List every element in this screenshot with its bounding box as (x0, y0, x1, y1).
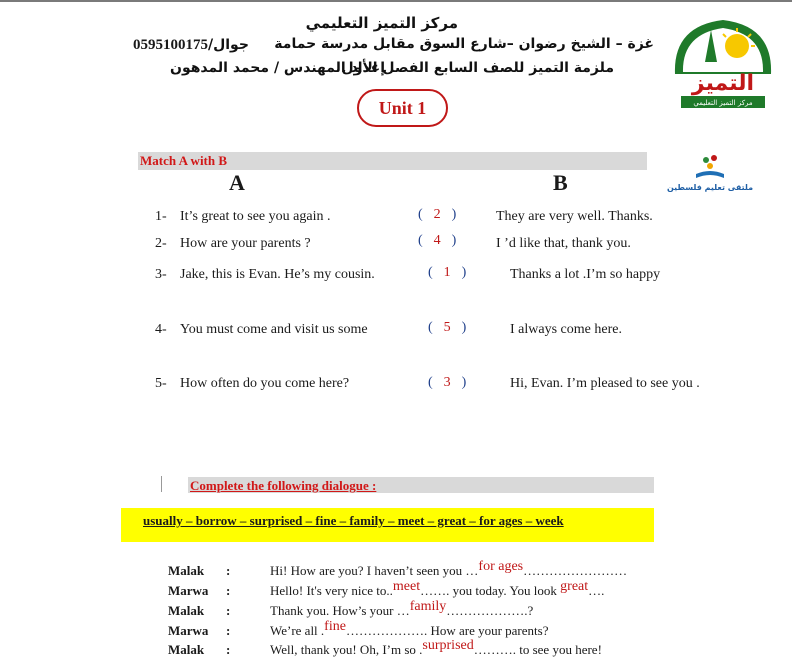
word-bank (121, 508, 654, 542)
match-answer: 2 (433, 207, 441, 222)
dialogue-fill[interactable]: surprised (422, 638, 474, 653)
speaker-colon: : (226, 603, 231, 618)
match-item-b: I always come here. (510, 322, 622, 337)
match-answer: 5 (443, 320, 451, 335)
match-answer-slot[interactable]: ( 5 ) (428, 320, 467, 335)
dialogue-line: Hello! It's very nice to..meet……. you today. You look great…. (270, 579, 605, 598)
match-answer: 1 (443, 265, 451, 280)
unit-title: Unit 1 (357, 89, 448, 127)
speaker-colon: : (226, 563, 231, 578)
speaker-colon: : (226, 583, 231, 598)
match-answer-slot[interactable]: ( 1 ) (428, 265, 467, 280)
palestine-badge (666, 150, 754, 194)
match-answer-slot[interactable]: ( 4 ) (418, 233, 457, 248)
dialogue-speaker: Malak (168, 642, 205, 657)
match-item-number: 2- (155, 236, 167, 251)
match-answer-slot[interactable]: ( 2 ) (418, 207, 457, 222)
dialogue-fill[interactable]: great (560, 579, 589, 594)
match-item-a: You must come and visit us some (180, 322, 368, 337)
dialogue-fill[interactable]: fine (324, 619, 346, 634)
badge-text: ملتقى تعليم فلسطين (666, 183, 754, 192)
center-logo (667, 12, 779, 112)
address-line: غزة – الشيخ رضوان –شارع السوق مقابل مدرسة حمامة (274, 36, 654, 52)
phone-number: 0595100175 (133, 37, 208, 53)
dialogue-line: Thank you. How’s your …family……………….? (270, 599, 534, 618)
dialogue-fill[interactable]: for ages (478, 559, 524, 574)
dialogue-line: Hi! How are you? I haven’t seen you …for ages…………………… (270, 559, 628, 578)
phone-block (133, 37, 249, 54)
speaker-colon: : (226, 642, 231, 657)
top-border (0, 0, 792, 2)
phone-label: جوال/ (208, 37, 249, 53)
column-b-header: B (553, 170, 568, 195)
dialogue-fill[interactable]: family (409, 599, 447, 614)
match-item-number: 4- (155, 322, 167, 337)
match-answer-slot[interactable]: ( 3 ) (428, 375, 467, 390)
match-item-a: Jake, this is Evan. He’s my cousin. (180, 267, 375, 282)
match-item-b: Thanks a lot .I’m so happy (510, 267, 661, 282)
match-item-number: 1- (155, 209, 167, 224)
dialogue-speaker: Marwa (168, 583, 209, 598)
match-item-b: Hi, Evan. I’m pleased to see you . (510, 376, 700, 391)
word-bank-text: usually – borrow – surprised – fine – family – meet – great – for ages – week (143, 513, 564, 528)
match-item-b: I ’d like that, thank you. (496, 236, 631, 251)
speaker-colon: : (226, 623, 231, 638)
logo-text: التميز (691, 71, 755, 96)
column-a-header: A (229, 170, 245, 195)
dialogue-line: Well, thank you! Oh, I’m so .surprised………. to see you here! (270, 638, 602, 657)
match-item-a: It’s great to see you again . (180, 209, 331, 224)
center-name: مركز التميز التعليمي (305, 14, 458, 32)
match-answer: 4 (433, 233, 441, 248)
dialogue-line: We’re all .fine………………. How are your parents? (270, 619, 549, 638)
dialogue-fill[interactable]: meet (392, 579, 421, 594)
section-divider-mark (161, 476, 162, 492)
logo-subtext: مركز التميز التعليمي (693, 99, 753, 107)
match-section-title: Match A with B (140, 153, 228, 168)
match-item-number: 3- (155, 267, 167, 282)
dialogue-speaker: Marwa (168, 623, 209, 638)
booklet-title: ملزمة التميز للصف السابع الفصل الأول (341, 60, 614, 76)
match-answer: 3 (443, 375, 451, 390)
match-item-b: They are very well. Thanks. (496, 209, 653, 224)
match-item-a: How are your parents ? (180, 236, 311, 251)
match-item-number: 5- (155, 376, 167, 391)
dialogue-speaker: Malak (168, 603, 205, 618)
dialogue-section-title: Complete the following dialogue : (190, 478, 377, 493)
match-item-a: How often do you come here? (180, 376, 350, 391)
author-line: إعداد المهندس / محمد المدهون (170, 60, 386, 76)
dialogue-speaker: Malak (168, 563, 205, 578)
